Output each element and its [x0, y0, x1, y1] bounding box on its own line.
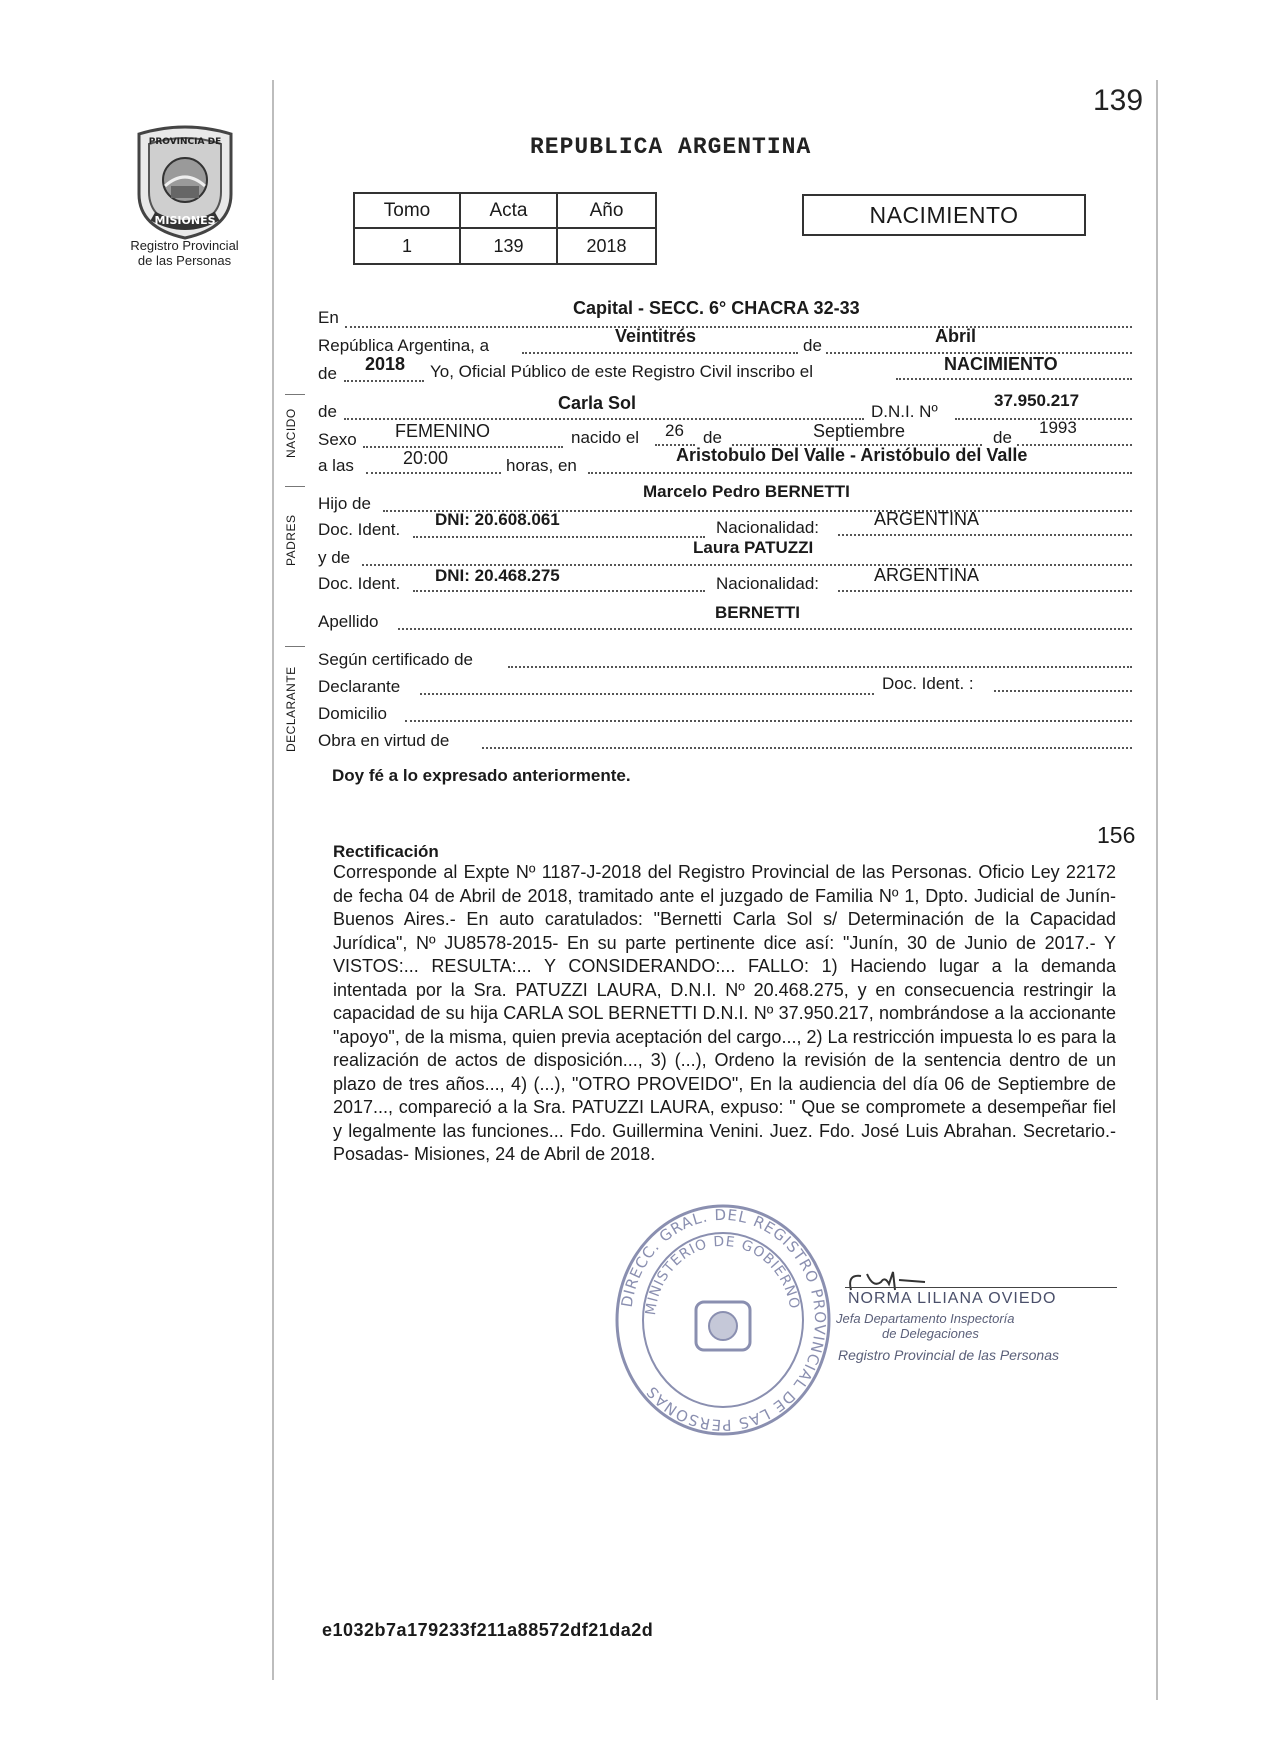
- sexo-value: FEMENINO: [395, 421, 491, 441]
- declarante-label: Declarante: [318, 677, 401, 696]
- apellido-value: BERNETTI: [715, 603, 800, 622]
- signatory-name: NORMA LILIANA OVIEDO: [848, 1290, 1057, 1307]
- official-stamp: [612, 1202, 834, 1438]
- day-value: Veintitrés: [615, 326, 697, 346]
- month-value: Abril: [935, 326, 977, 346]
- inscribo-dots: [896, 378, 1132, 380]
- horas-label: horas, en: [506, 456, 577, 475]
- signatory-role-1: Jefa Departamento Inspectoría: [836, 1311, 1015, 1326]
- apellido-dots: [398, 628, 1132, 630]
- place-dots: [588, 472, 1132, 474]
- mother-doc-value: DNI: 20.468.275: [435, 566, 560, 585]
- stamp-ring-text: DIRECC. GRAL. DEL REGISTRO PROVINCIAL DE LAS PERSONAS: [617, 1205, 830, 1435]
- apellido-label: Apellido: [318, 612, 379, 631]
- obra-label: Obra en virtud de: [318, 731, 450, 750]
- father-value: Marcelo Pedro BERNETTI: [643, 482, 850, 501]
- en-value: Capital - SECC. 6° CHACRA 32-33: [573, 298, 860, 318]
- registry-label-line1: Registro Provincial: [130, 238, 239, 253]
- y-de-label: y de: [318, 548, 351, 567]
- stamp-inner-text: MINISTERIO DE GOBIERNO: [642, 1233, 803, 1317]
- mother-nat-label: Nacionalidad:: [716, 574, 820, 593]
- doy-fe-text: Doy fé a lo expresado anteriormente.: [332, 766, 631, 785]
- nacido-side-label: NACIDO: [284, 408, 298, 458]
- declarante-side-label: DECLARANTE: [284, 666, 298, 752]
- rectificacion-title: Rectificación: [333, 842, 439, 861]
- rectificacion-number: 156: [1097, 822, 1136, 848]
- value-anio: 2018: [557, 228, 656, 264]
- decl-doc-dots: [994, 690, 1132, 692]
- dni-label: D.N.I. Nº: [871, 402, 938, 421]
- header-acta: Acta: [460, 193, 557, 228]
- document-title: REPUBLICA ARGENTINA: [530, 134, 812, 160]
- right-margin-line: [1156, 80, 1158, 1700]
- declarante-dots: [420, 693, 874, 695]
- father-doc-value: DNI: 20.608.061: [435, 510, 560, 529]
- hour-value: 20:00: [403, 448, 449, 468]
- document-hash: e1032b7a179233f211a88572df21da2d: [322, 1620, 654, 1640]
- father-doc-label: Doc. Ident.: [318, 520, 401, 539]
- name-dots: [344, 418, 864, 420]
- page-number: 139: [1093, 84, 1144, 117]
- de-name-label: de: [318, 402, 337, 421]
- domicilio-label: Domicilio: [318, 704, 387, 723]
- province-shield-logo: [131, 124, 239, 240]
- father-nat-label: Nacionalidad:: [716, 518, 820, 537]
- dni-value: 37.950.217: [994, 391, 1080, 410]
- hour-dots: [366, 472, 501, 474]
- rectificacion-body: Corresponde al Expte Nº 1187-J-2018 del Registro Provincial de las Personas. Oficio Ley 22172 de fecha 04 de Abril de 2018, tramitado ante el juzgado de Familia Nº 1, Dpto. Judicial de Junín- Buenos Aires.- En auto caratulados: "Bernetti Carla Sol s/ Determinación de la Capacidad Jurídica", Nº JU8578-2015- En su parte pertinente dice así: "Junín, 30 de Junio de 2017.- Y VISTOS:... RESULTA:... Y CONSIDERANDO:... FALLO: 1) Haciendo lugar a la demanda intentada por la Sra. PATUZZI LAURA, D.N.I. Nº 20.468.275, y en consecuencia restringir la capacidad de su hija CARLA SOL BERNETTI D.N.I. Nº 37.950.217, nombrándose a la accionante "apoyo", de la misma, quien previa aceptación del cargo..., 2) La restricción impuesta lo es para la realización de actos de disposición..., 3) (...), Ordeno la revisión de la sentencia dentro de un plazo de tres años..., 4) (...), "OTRO PROVEIDO", En la audiencia del día 06 de Septiembre de 2017..., compareció a la Sra. PATUZZI LAURA, expuso: " Que se compromete a desempeñar fiel y legalmente las funciones... Fdo. Guillermina Venini. Juez. Fdo. José Luis Abrahan. Secretario.- Posadas- Misiones, 24 de Abril de 2018.: [333, 862, 1116, 1164]
- declarante-sep-top: [285, 646, 305, 647]
- signatory-role-3: Registro Provincial de las Personas: [838, 1347, 1059, 1363]
- padres-sep-top: [285, 486, 305, 487]
- registry-label: [112, 238, 257, 268]
- sexo-dots: [363, 446, 563, 448]
- en-dots: [345, 326, 1132, 328]
- mother-nat-dots: [838, 590, 1132, 592]
- name-value: Carla Sol: [558, 393, 637, 413]
- inscribo-value: NACIMIENTO: [944, 354, 1058, 374]
- mother-nat-value: ARGENTINA: [874, 565, 980, 585]
- header-tomo: Tomo: [354, 193, 460, 228]
- year-dots: [344, 380, 424, 382]
- a-las-label: a las: [318, 456, 354, 475]
- svg-text:MINISTERIO DE GOBIERNO: [643, 1234, 802, 1316]
- signature-line: [845, 1287, 1117, 1288]
- birth-month-value: Septiembre: [813, 421, 906, 441]
- father-doc-dots: [413, 536, 705, 538]
- sexo-label: Sexo: [318, 430, 357, 449]
- de3-label: de: [703, 428, 722, 447]
- shield-bottom-text: MISIONES: [154, 214, 216, 227]
- birth-year-value: 1993: [1039, 418, 1077, 437]
- value-tomo: 1: [354, 228, 460, 264]
- birth-day-value: 26: [665, 421, 684, 440]
- signatory-role-2: de Delegaciones: [882, 1326, 979, 1341]
- mother-value: Laura PATUZZI: [693, 538, 814, 557]
- domicilio-dots: [405, 720, 1132, 722]
- header-anio: Año: [557, 193, 656, 228]
- segun-label: Según certificado de: [318, 650, 473, 669]
- record-table: [353, 192, 657, 265]
- padres-side-label: PADRES: [284, 514, 298, 566]
- en-label: En: [318, 308, 339, 327]
- segun-dots: [508, 666, 1132, 668]
- birth-year-dots: [1017, 444, 1132, 446]
- de-label: de: [803, 336, 822, 355]
- value-acta: 139: [460, 228, 557, 264]
- de2-label: de: [318, 364, 337, 383]
- nacido-sep-top: [285, 394, 305, 395]
- decl-doc-label: Doc. Ident. :: [882, 674, 974, 693]
- father-nat-value: ARGENTINA: [874, 509, 980, 529]
- hijo-label: Hijo de: [318, 494, 371, 513]
- record-type-box: NACIMIENTO: [802, 194, 1086, 236]
- de4-label: de: [993, 428, 1012, 447]
- year-value: 2018: [365, 354, 406, 374]
- place-value: Aristobulo Del Valle - Aristóbulo del Valle: [676, 445, 1028, 465]
- father-nat-dots: [838, 534, 1132, 536]
- nacido-el-label: nacido el: [571, 428, 640, 447]
- mother-doc-dots: [413, 590, 705, 592]
- mother-doc-label: Doc. Ident.: [318, 574, 401, 593]
- left-margin-line: [272, 80, 274, 1680]
- shield-top-text: PROVINCIA DE: [148, 137, 222, 147]
- republica-label: República Argentina, a: [318, 336, 490, 355]
- day-dots: [522, 352, 798, 354]
- registry-label-line2: de las Personas: [137, 253, 232, 268]
- yo-label: Yo, Oficial Público de este Registro Civil inscribo el: [430, 362, 813, 381]
- obra-dots: [482, 747, 1132, 749]
